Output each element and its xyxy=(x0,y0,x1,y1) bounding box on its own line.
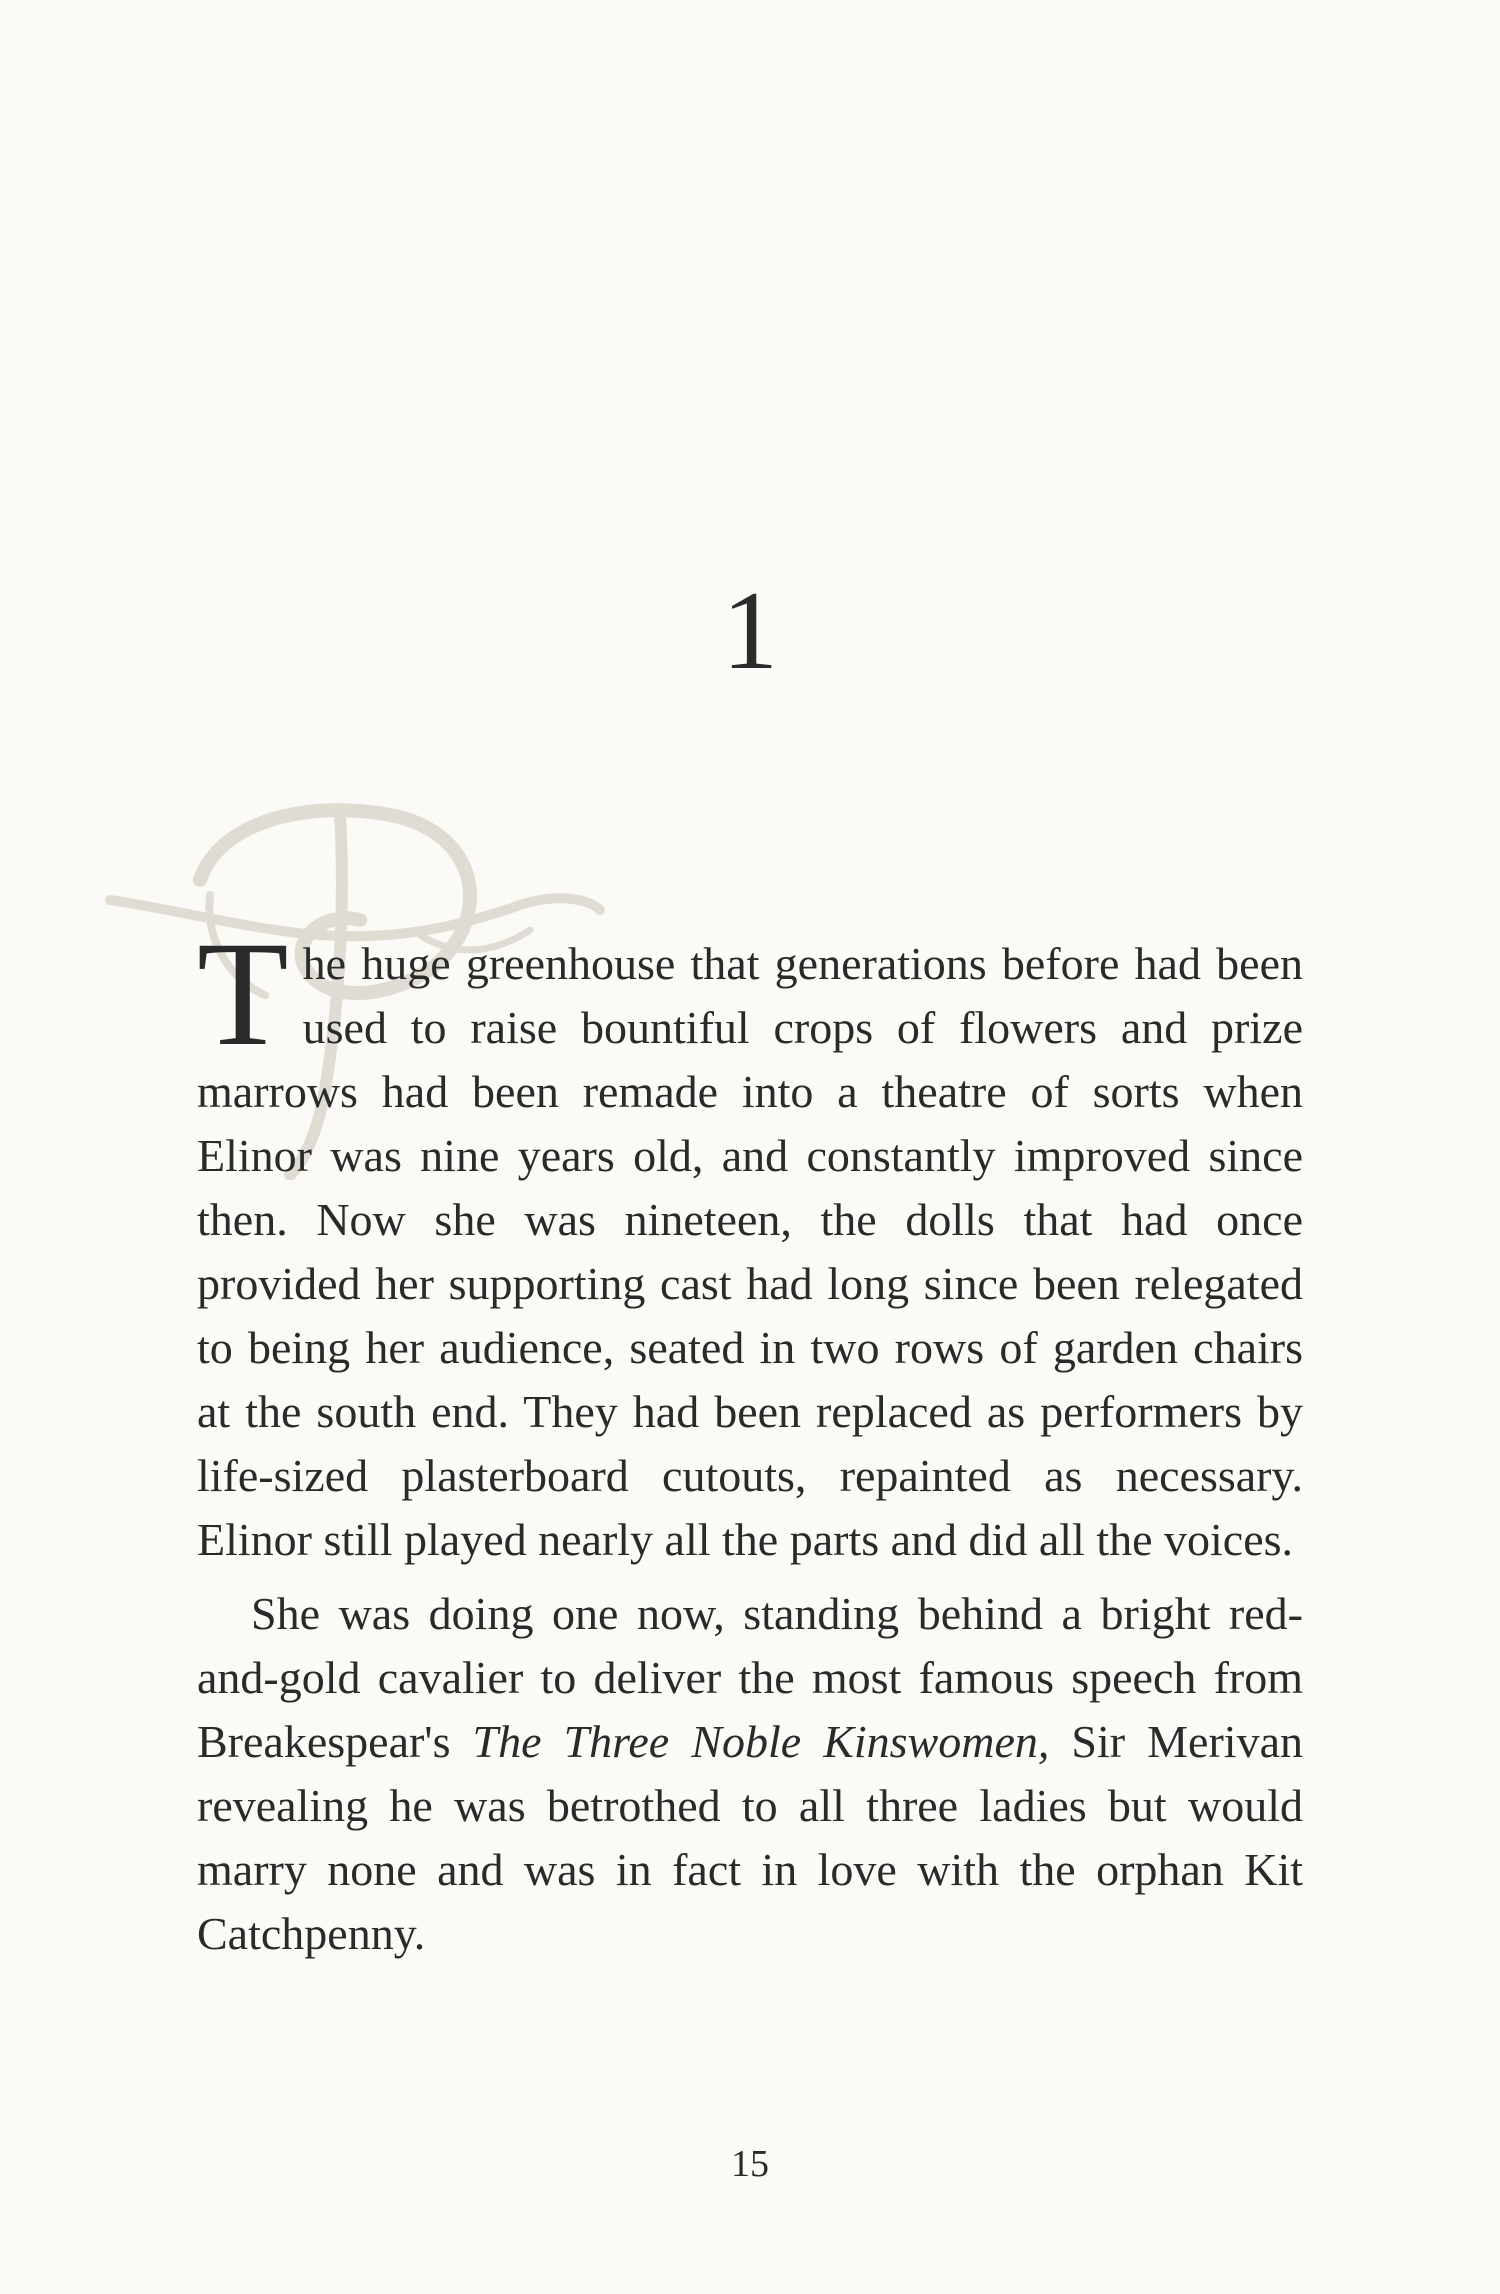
page-number: 15 xyxy=(731,2143,769,2185)
chapter-number: 1 xyxy=(722,569,778,693)
body-text xyxy=(197,911,1303,1966)
paragraph-2-text-start: She was doing one now, standing behind a bright red-and-gold cavalier to deliver the most famous speech from Breakespear's xyxy=(197,1588,1303,1767)
paragraph-2 xyxy=(197,1582,1303,1966)
book-title: The Three Noble Kinswomen, xyxy=(472,1716,1050,1767)
paragraph-1-text: he huge greenhouse that generations before had been used to raise bountiful crops of flowers and prize marrows had been remade into a theatre of sorts when Elinor was nine years old, and constantly improved since then. Now she was nineteen, the dolls that had once provided her supporting cast had long since been relegated to being her audience, seated in two rows of garden chairs at the south end. They had been replaced as performers by life-sized plasterboard cutouts, repainted as necessary. Elinor still played nearly all the parts and did all the voices. xyxy=(197,938,1303,1565)
paragraph-1 xyxy=(197,911,1303,1572)
drop-cap: T xyxy=(197,911,289,1077)
paragraph-2-text-end: Sir Merivan revealing he was betrothed to all three ladies but would marry none and was in fact in love with the orphan Kit Catchpenny. xyxy=(197,1716,1303,1959)
